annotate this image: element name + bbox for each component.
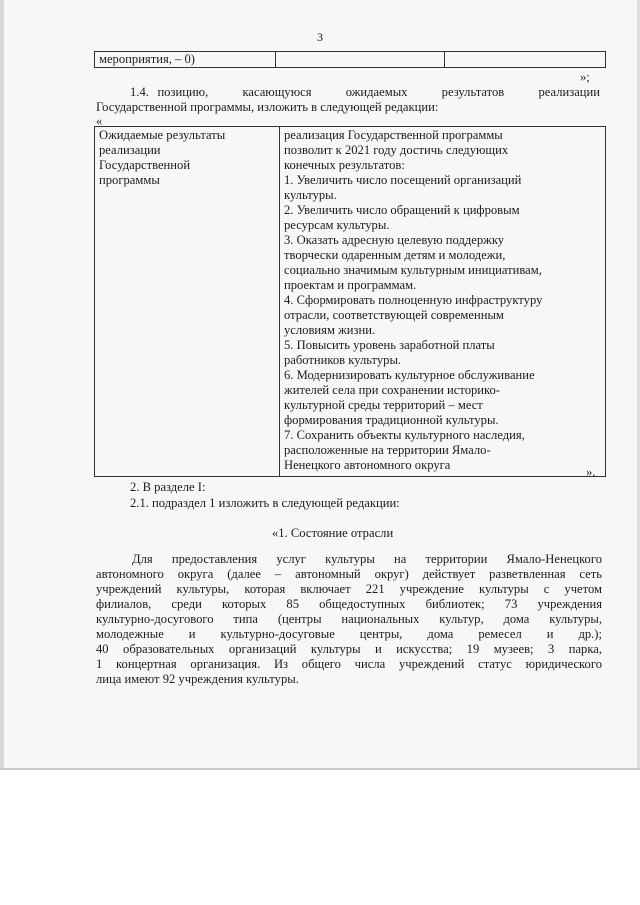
results-label-line: Государственной [99, 158, 191, 172]
page-edge-left [0, 0, 4, 768]
closing-quote-2: ». [586, 465, 596, 479]
body-line: филиалов, среди которых 85 общедоступных библиотек; 73 учреждения [96, 597, 602, 611]
results-list-line: ресурсам культуры. [284, 218, 390, 232]
results-list-line: Ненецкого автономного округа [284, 458, 451, 472]
body-line: молодежные и культурно-досуговые центры, дома ремесел и др.); [96, 627, 602, 641]
section-heading: «1. Состояние отрасли [272, 526, 394, 540]
results-list-line: реализация Государственной программы [284, 128, 503, 142]
top-table-cell-1: мероприятия, – 0) [95, 52, 276, 68]
results-list-line: 6. Модернизировать культурное обслуживание [284, 368, 535, 382]
results-list-line: социально значимым культурным инициативам, [284, 263, 542, 277]
results-list-line: культуры. [284, 188, 337, 202]
results-list-line: 3. Оказать адресную целевую поддержку [284, 233, 505, 247]
results-list-line: позволит к 2021 году достичь следующих [284, 143, 509, 157]
body-line: 40 образовательных организаций культуры и искусства; 19 музеев; 3 парка, [96, 642, 602, 656]
item-1-4-line-2: Государственной программы, изложить в следующей редакции: [96, 100, 439, 114]
results-list-line: жителей села при сохранении историко- [284, 383, 500, 397]
results-label-line: реализации [99, 143, 161, 157]
results-label-line: Ожидаемые результаты [99, 128, 226, 142]
results-list-line: работников культуры. [284, 353, 402, 367]
item-1-4-line-1: 1.4. позицию, касающуюся ожидаемых результатов реализации [130, 85, 600, 99]
body-line: 1 концертная организация. Из общего числа учреждений статус юридического [96, 657, 602, 671]
results-list-line: 1. Увеличить число посещений организаций [284, 173, 522, 187]
results-list-line: творчески одаренным детям и молодежи, [284, 248, 506, 262]
top-table-cell-3 [445, 52, 606, 68]
results-list-line: 5. Повысить уровень заработной платы [284, 338, 495, 352]
results-label-line: программы [99, 173, 160, 187]
results-table-label-cell [95, 127, 280, 477]
results-list-line: культурной среды территорий – мест [284, 398, 483, 412]
results-list-line: формирования традиционной культуры. [284, 413, 499, 427]
results-table-content-cell [280, 127, 606, 477]
body-line: лица имеют 92 учреждения культуры. [96, 672, 299, 686]
item-2: 2. В разделе I: [130, 480, 206, 494]
body-line: учреждений культуры, которая включает 221 учреждение культуры с учетом [96, 582, 602, 596]
body-line: культурно-досугового типа (центры национальных культур, дома культуры, [96, 612, 602, 626]
results-list-line: конечных результатов: [284, 158, 405, 172]
results-list-line: проектам и программам. [284, 278, 417, 292]
body-line: автономного округа (далее – автономный округ) действует разветвленная сеть [96, 567, 602, 581]
page-number: 3 [317, 30, 323, 44]
top-table-cell-2 [276, 52, 445, 68]
results-label [99, 128, 275, 188]
item-2-1: 2.1. подраздел 1 изложить в следующей редакции: [130, 496, 400, 510]
results-list-line: условиям жизни. [284, 323, 376, 337]
results-list-line: расположенные на территории Ямало- [284, 443, 491, 457]
results-list-line: отрасли, соответствующей современным [284, 308, 504, 322]
results-list-line: 2. Увеличить число обращений к цифровым [284, 203, 520, 217]
results-list [284, 128, 601, 473]
results-list-line: 4. Сформировать полноценную инфраструктуру [284, 293, 543, 307]
expected-results-table [94, 126, 606, 477]
body-paragraph [96, 552, 602, 687]
top-table [94, 51, 606, 68]
closing-quote-1: »; [580, 70, 590, 84]
results-list-line: 7. Сохранить объекты культурного наследия, [284, 428, 525, 442]
body-line: Для предоставления услуг культуры на территории Ямало-Ненецкого [132, 552, 602, 566]
opening-quote: « [96, 114, 103, 128]
